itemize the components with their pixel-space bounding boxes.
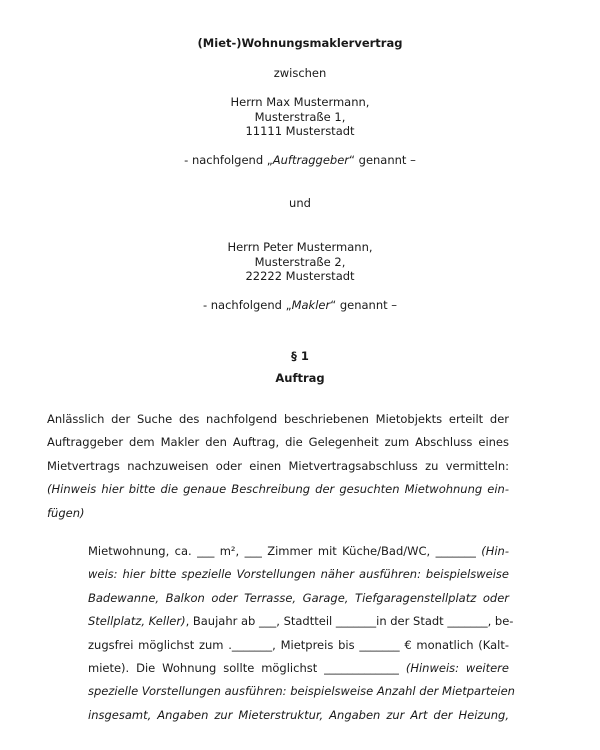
line-hint: (Hinweis: weitere: [405, 660, 509, 675]
section-title: Auftrag: [275, 371, 325, 385]
paragraph-hint-line: (Hinweis hier bitte die genaue Beschreibung der gesuchten Mietwohnung ein-: [47, 482, 509, 497]
paragraph-hint-line: Badewanne, Balkon oder Terrasse, Garage, Tiefgaragenstellplatz oder: [88, 590, 509, 605]
and-label: und: [289, 196, 311, 210]
paragraph-line: Auftraggeber dem Makler den Auftrag, die Gelegenheit zum Abschluss eines: [47, 435, 509, 450]
paragraph-line: Mietvertrags nachzuweisen oder einen Mietvertragsabschluss zu vermitteln:: [47, 458, 509, 473]
party1-role: [0, 153, 600, 168]
line-text: Mietwohnung, ca. ___ m², ___ Zimmer mit Küche/Bad/WC, _______: [88, 544, 482, 558]
party1-role-prefix: - nachfolgend „: [184, 153, 273, 167]
party1-city: 11111 Musterstadt: [245, 124, 355, 138]
paragraph-line: [88, 540, 509, 563]
paragraph-line: zugsfrei möglichst zum ._______, Mietpreis bis _______ € monatlich (Kalt-: [88, 637, 509, 652]
paragraph-hint-line: insgesamt, Angaben zur Mieterstruktur, Angaben zur Art der Heizung,: [88, 707, 509, 722]
party2-role-prefix: - nachfolgend „: [202, 298, 292, 312]
section-number: § 1: [291, 349, 309, 363]
paragraph-hint-line: fügen): [47, 505, 85, 520]
paragraph-line: [88, 657, 509, 680]
paragraph-hint-line: weis: hier bitte spezielle Vorstellungen näher ausführen: beispielsweise: [88, 567, 509, 582]
party2-name: Herrn Peter Mustermann,: [227, 240, 373, 254]
intro-paragraph: [47, 408, 509, 525]
paragraph-line: [88, 610, 514, 633]
party2-street: Musterstraße 2,: [254, 255, 346, 269]
party1-name: Herrn Max Mustermann,: [230, 95, 370, 109]
between-label: zwischen: [273, 66, 327, 80]
party1-street: Musterstraße 1,: [254, 110, 346, 124]
line-text: miete). Die Wohnung sollte möglichst _____________: [88, 660, 406, 675]
line-hint: (Hin-: [481, 544, 509, 558]
party2-role-term: Makler: [291, 298, 331, 312]
paragraph-hint-line: spezielle Vorstellungen ausführen: beispielsweise Anzahl der Mietparteien: [88, 684, 515, 699]
line-text: , Baujahr ab ___, Stadtteil _______in der Stadt _______, be-: [185, 614, 514, 629]
description-paragraph: [88, 540, 515, 727]
party2-city: 22222 Musterstadt: [245, 269, 355, 283]
contract-title: (Miet-)Wohnungsmaklervertrag: [197, 36, 403, 50]
party2-role: [0, 298, 600, 313]
party1-role-suffix: “ genannt –: [349, 153, 416, 167]
line-hint: Stellplatz, Keller): [88, 614, 186, 629]
paragraph-line: Anlässlich der Suche des nachfolgend beschriebenen Mietobjekts erteilt der: [47, 412, 509, 426]
party2-role-suffix: “ genannt –: [330, 298, 398, 312]
party1-role-term: Auftraggeber: [272, 153, 350, 167]
